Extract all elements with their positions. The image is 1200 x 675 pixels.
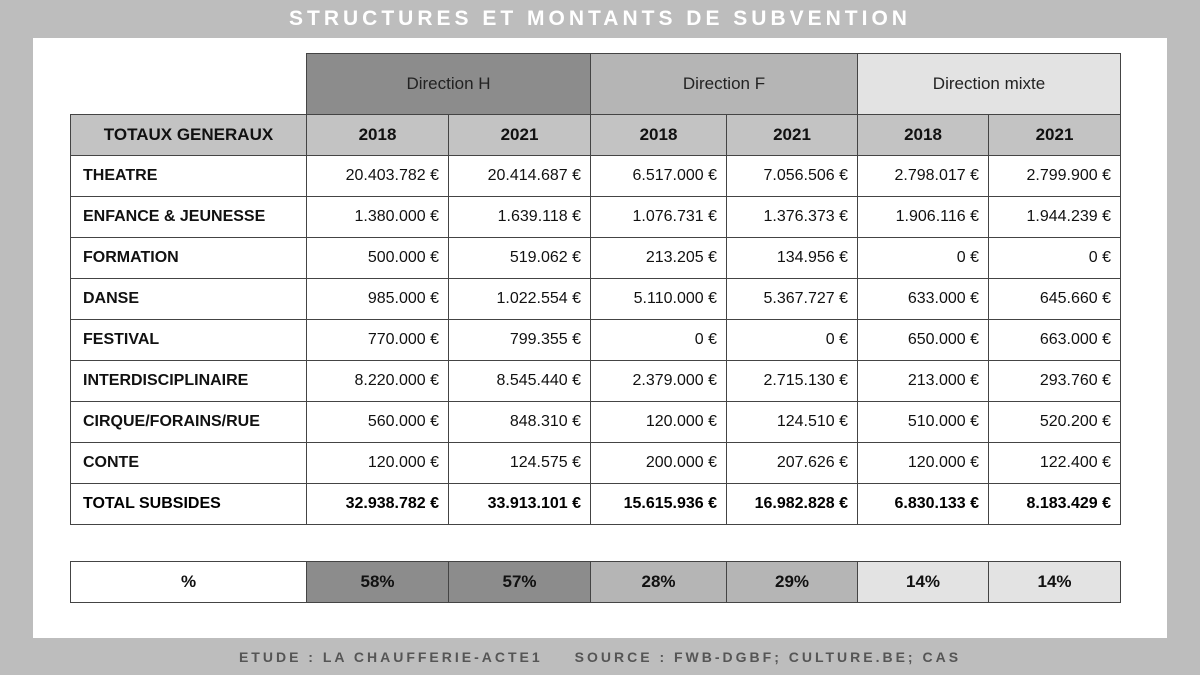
row-label: FESTIVAL <box>71 320 307 361</box>
amount-cell: 6.517.000 € <box>591 156 727 197</box>
percent-cell: 14% <box>858 562 989 603</box>
amount-cell: 124.575 € <box>449 443 591 484</box>
amount-cell: 560.000 € <box>307 402 449 443</box>
direction-h-header: Direction H <box>307 54 591 115</box>
amount-cell: 848.310 € <box>449 402 591 443</box>
percent-cell: 57% <box>449 562 591 603</box>
table-row <box>71 402 1121 443</box>
page-title: STRUCTURES ET MONTANTS DE SUBVENTION <box>289 7 911 30</box>
amount-cell: 0 € <box>989 238 1121 279</box>
amount-cell: 122.400 € <box>989 443 1121 484</box>
percent-cell: 14% <box>989 562 1121 603</box>
percentage-row <box>71 562 1121 603</box>
amount-cell: 20.414.687 € <box>449 156 591 197</box>
footer-source: SOURCE : FWB-DGBF; CULTURE.BE; CAS <box>574 649 962 665</box>
percent-cell: 58% <box>307 562 449 603</box>
amount-cell: 2.798.017 € <box>858 156 989 197</box>
amount-cell: 7.056.506 € <box>727 156 858 197</box>
percent-label: % <box>71 562 307 603</box>
year-header: 2018 <box>307 115 449 156</box>
row-label: THEATRE <box>71 156 307 197</box>
direction-mixte-header: Direction mixte <box>858 54 1121 115</box>
amount-cell: 520.200 € <box>989 402 1121 443</box>
direction-header-row <box>71 54 1121 115</box>
amount-cell: 120.000 € <box>858 443 989 484</box>
totaux-generaux-header: TOTAUX GENERAUX <box>71 115 307 156</box>
table-row <box>71 320 1121 361</box>
amount-cell: 1.639.118 € <box>449 197 591 238</box>
total-cell: 16.982.828 € <box>727 484 858 525</box>
year-header-row <box>71 115 1121 156</box>
amount-cell: 1.022.554 € <box>449 279 591 320</box>
table-row <box>71 197 1121 238</box>
total-cell: 6.830.133 € <box>858 484 989 525</box>
amount-cell: 2.379.000 € <box>591 361 727 402</box>
amount-cell: 293.760 € <box>989 361 1121 402</box>
data-rows <box>71 156 1121 484</box>
year-header: 2018 <box>858 115 989 156</box>
amount-cell: 633.000 € <box>858 279 989 320</box>
year-header: 2021 <box>449 115 591 156</box>
amount-cell: 1.380.000 € <box>307 197 449 238</box>
table-row <box>71 279 1121 320</box>
footer-study: ETUDE : LA CHAUFFERIE-ACTE1 <box>238 649 543 665</box>
year-header: 2018 <box>591 115 727 156</box>
amount-cell: 0 € <box>727 320 858 361</box>
amount-cell: 213.000 € <box>858 361 989 402</box>
row-label: CIRQUE/FORAINS/RUE <box>71 402 307 443</box>
amount-cell: 645.660 € <box>989 279 1121 320</box>
amount-cell: 650.000 € <box>858 320 989 361</box>
table-row <box>71 238 1121 279</box>
total-cell: 33.913.101 € <box>449 484 591 525</box>
amount-cell: 1.376.373 € <box>727 197 858 238</box>
row-label: ENFANCE & JEUNESSE <box>71 197 307 238</box>
amount-cell: 8.545.440 € <box>449 361 591 402</box>
year-header: 2021 <box>727 115 858 156</box>
percentage-table <box>70 561 1121 603</box>
amount-cell: 0 € <box>591 320 727 361</box>
amount-cell: 770.000 € <box>307 320 449 361</box>
year-header: 2021 <box>989 115 1121 156</box>
amount-cell: 500.000 € <box>307 238 449 279</box>
row-label: FORMATION <box>71 238 307 279</box>
row-label: INTERDISCIPLINAIRE <box>71 361 307 402</box>
amount-cell: 663.000 € <box>989 320 1121 361</box>
amount-cell: 213.205 € <box>591 238 727 279</box>
total-cell: 32.938.782 € <box>307 484 449 525</box>
amount-cell: 0 € <box>858 238 989 279</box>
amount-cell: 799.355 € <box>449 320 591 361</box>
amount-cell: 120.000 € <box>307 443 449 484</box>
direction-f-header: Direction F <box>591 54 858 115</box>
percent-cell: 29% <box>727 562 858 603</box>
amount-cell: 1.076.731 € <box>591 197 727 238</box>
subsidy-table <box>70 53 1121 525</box>
amount-cell: 5.110.000 € <box>591 279 727 320</box>
amount-cell: 519.062 € <box>449 238 591 279</box>
amount-cell: 985.000 € <box>307 279 449 320</box>
table-row <box>71 156 1121 197</box>
amount-cell: 124.510 € <box>727 402 858 443</box>
amount-cell: 200.000 € <box>591 443 727 484</box>
row-label: CONTE <box>71 443 307 484</box>
amount-cell: 1.944.239 € <box>989 197 1121 238</box>
amount-cell: 134.956 € <box>727 238 858 279</box>
row-label: DANSE <box>71 279 307 320</box>
table-row <box>71 361 1121 402</box>
content-panel <box>33 38 1167 638</box>
amount-cell: 510.000 € <box>858 402 989 443</box>
table-row <box>71 443 1121 484</box>
total-row <box>71 484 1121 525</box>
total-cell: 8.183.429 € <box>989 484 1121 525</box>
amount-cell: 5.367.727 € <box>727 279 858 320</box>
amount-cell: 1.906.116 € <box>858 197 989 238</box>
amount-cell: 8.220.000 € <box>307 361 449 402</box>
amount-cell: 207.626 € <box>727 443 858 484</box>
percent-cell: 28% <box>591 562 727 603</box>
total-cell: 15.615.936 € <box>591 484 727 525</box>
amount-cell: 20.403.782 € <box>307 156 449 197</box>
empty-corner-cell <box>71 54 307 115</box>
total-label: TOTAL SUBSIDES <box>71 484 307 525</box>
amount-cell: 2.799.900 € <box>989 156 1121 197</box>
footer <box>0 645 1200 669</box>
amount-cell: 120.000 € <box>591 402 727 443</box>
amount-cell: 2.715.130 € <box>727 361 858 402</box>
